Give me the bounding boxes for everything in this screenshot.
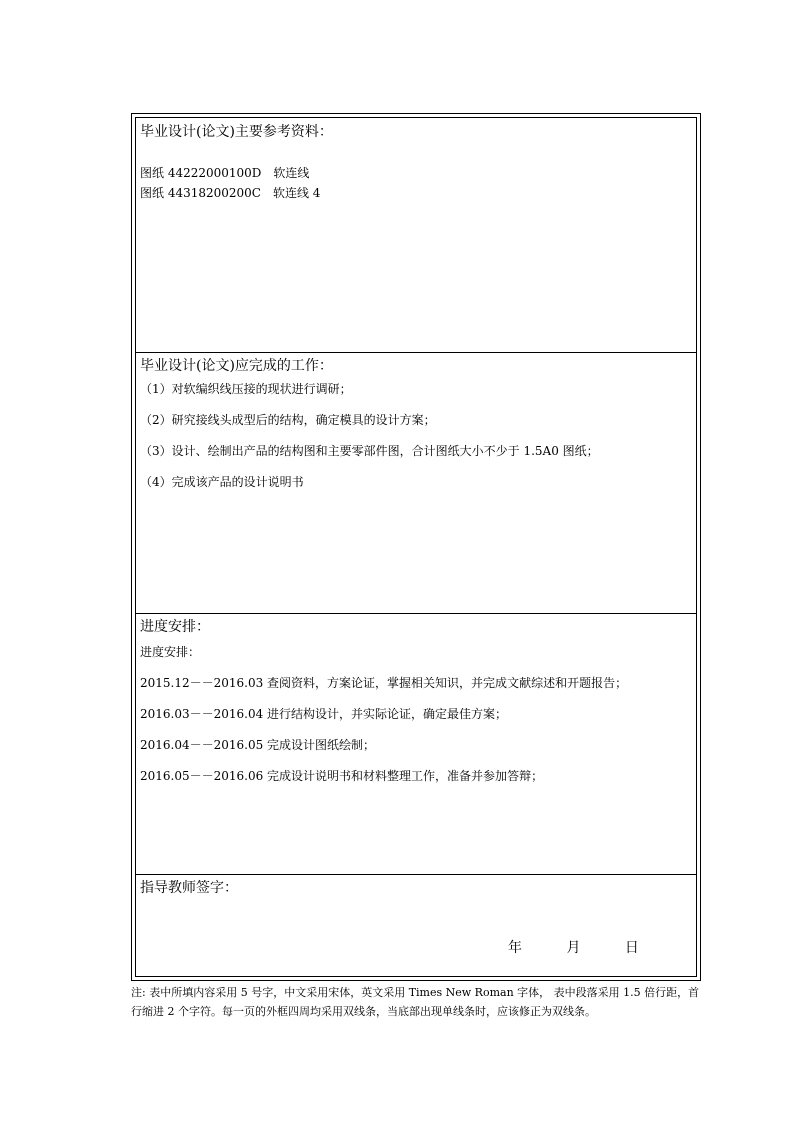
task-line-3: （3）设计、绘制出产品的结构图和主要零部件图，合计图纸大小不少于 1.5A0 图纸； bbox=[140, 444, 599, 458]
references-title: 毕业设计(论文)主要参考资料： bbox=[140, 124, 333, 140]
footnote: 注: 表中所填内容采用 5 号字，中文采用宋体，英文采用 Times New Roman 字体， 表中段落采用 1.5 倍行距，首行缩进 2 个字符。每一页的外框四周均采用双线条，当底部出现单线条时，应该修正为双线条。 bbox=[131, 986, 700, 1018]
form-inner-frame bbox=[135, 117, 697, 977]
task-line-2: （2）研究接线头成型后的结构，确定模具的设计方案； bbox=[140, 413, 436, 427]
form-outer-frame bbox=[131, 113, 701, 981]
schedule-title: 进度安排： bbox=[140, 619, 210, 635]
task-line-1: （1）对软编织线压接的现状进行调研； bbox=[140, 382, 352, 396]
reference-line-2: 图纸 44318200200C 软连线 4 bbox=[140, 186, 321, 200]
schedule-section bbox=[136, 614, 696, 875]
reference-line-1: 图纸 44222000100D 软连线 bbox=[140, 166, 310, 180]
schedule-line-1: 2015.12－－2016.03 查阅资料，方案论证，掌握相关知识，并完成文献综述和开题报告； bbox=[140, 676, 628, 690]
signature-section bbox=[136, 875, 696, 976]
references-section bbox=[136, 118, 696, 353]
tasks-title: 毕业设计(论文)应完成的工作： bbox=[140, 358, 333, 374]
month-label: 月 bbox=[566, 940, 581, 956]
schedule-subtitle: 进度安排： bbox=[140, 645, 201, 659]
year-label: 年 bbox=[508, 940, 522, 956]
schedule-line-2: 2016.03－－2016.04 进行结构设计，并实际论证，确定最佳方案； bbox=[140, 707, 508, 721]
day-label: 日 bbox=[624, 940, 639, 956]
task-line-4: （4）完成该产品的设计说明书 bbox=[140, 475, 304, 489]
signature-title: 指导教师签字： bbox=[140, 880, 238, 896]
tasks-section bbox=[136, 353, 696, 614]
schedule-line-4: 2016.05－－2016.06 完成设计说明书和材料整理工作，准备并参加答辩； bbox=[140, 769, 544, 783]
signature-date bbox=[508, 937, 679, 957]
schedule-line-3: 2016.04－－2016.05 完成设计图纸绘制； bbox=[140, 738, 376, 752]
